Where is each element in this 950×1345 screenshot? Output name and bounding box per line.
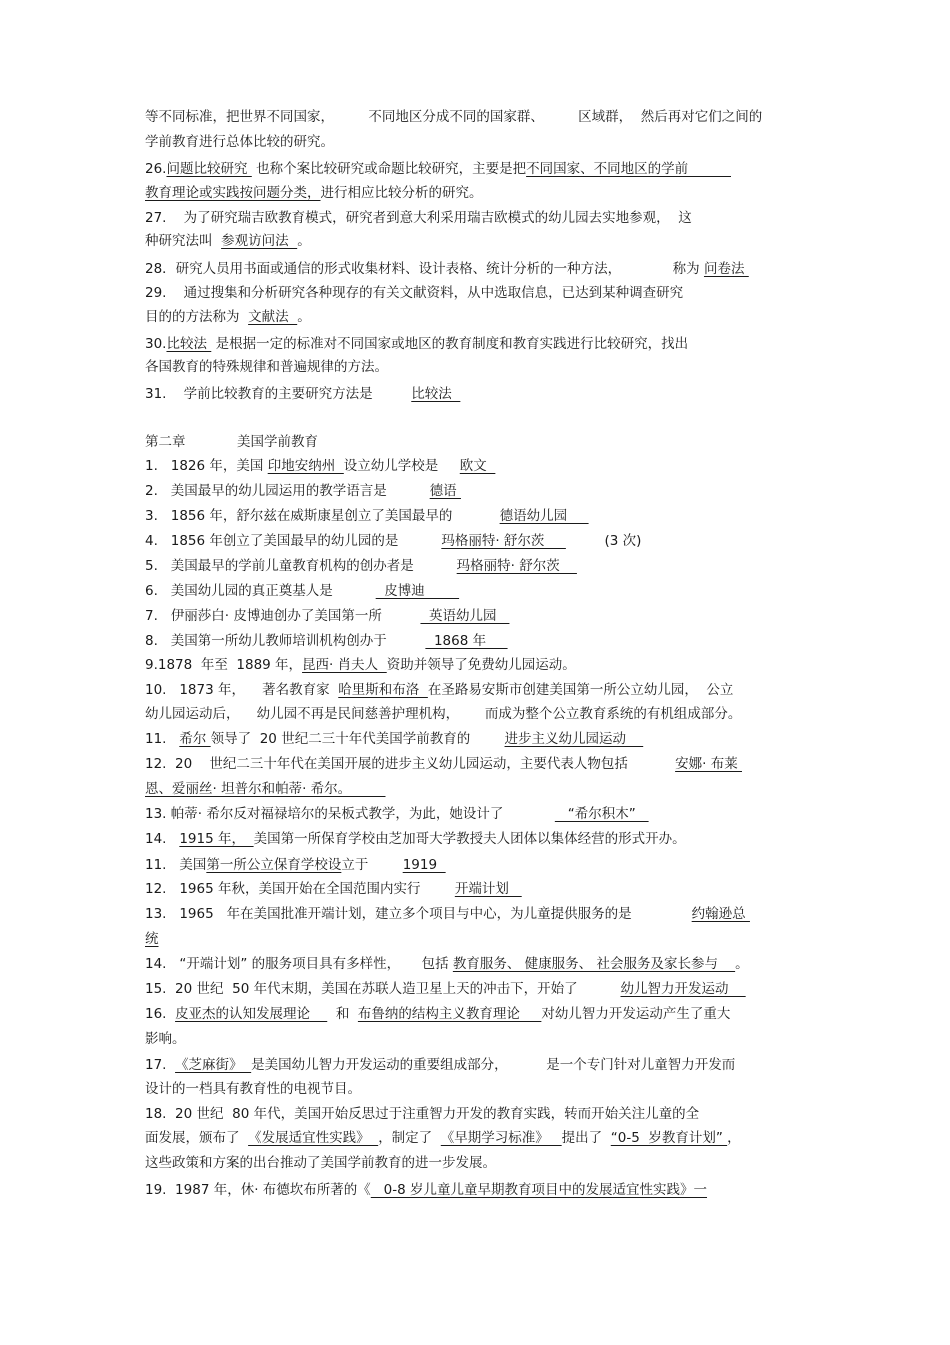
underlined-answer: 比较法 xyxy=(166,336,212,352)
text-segment: (3 次) xyxy=(565,533,642,549)
underlined-answer: 恩、爱丽丝· 坦普尔和帕蒂· 希尔。 xyxy=(145,781,386,797)
text-segment: 16. xyxy=(145,1006,176,1022)
text-segment: 设立幼儿学校是 xyxy=(343,458,460,474)
text-segment: 幼儿园运动后， 幼儿园不再是民间慈善护理机构， 而成为整个公立教育系统的有机组成部分。 xyxy=(145,706,742,722)
text-segment: 19. 1987 年，休· 布德坎布所著的《 xyxy=(145,1182,371,1198)
text-segment: 这些政策和方案的出台推动了美国学前教育的进一步发展。 xyxy=(145,1155,496,1171)
text-segment: 27. 为了研究瑞吉欧教育模式，研究者到意大利采用瑞吉欧模式的幼儿园去实地参观， 这 xyxy=(145,210,692,226)
underlined-answer: 昆西· 肖夫人 xyxy=(302,657,387,673)
text-segment: 6. 美国幼儿园的真正奠基人是 xyxy=(145,583,376,599)
underlined-answer: 哈里斯和布洛 xyxy=(338,682,428,698)
underlined-answer: 问题比较研究 xyxy=(166,161,252,177)
text-line xyxy=(145,803,810,825)
text-segment: 11. xyxy=(145,731,180,747)
underlined-answer: 安娜· 布莱 xyxy=(675,756,742,772)
underlined-answer: 教育服务、 健康服务、 社会服务及家长参与 xyxy=(452,956,736,972)
text-line xyxy=(145,455,810,477)
text-segment: 等不同标准，把世界不同国家， 不同地区分成不同的国家群、 区域群， 然后再对它们之间的 xyxy=(145,109,763,125)
underlined-answer: 0-8 岁儿童儿童早期教育项目中的发展适宜性实践》一 xyxy=(370,1182,708,1198)
text-line xyxy=(145,1078,810,1100)
text-line xyxy=(145,530,810,552)
underlined-answer: “希尔积木” xyxy=(554,806,649,822)
text-line xyxy=(145,480,810,502)
text-segment: 13. 1965 年在美国批准开端计划，建立多个项目与中心，为儿童提供服务的是 xyxy=(145,906,692,922)
underlined-answer: 欧文 xyxy=(459,458,496,474)
underlined-answer: 玛格丽特· 舒尔茨 xyxy=(456,558,577,574)
text-segment: 31. 学前比较教育的主要研究方法是 xyxy=(145,386,412,402)
text-segment: 是美国幼儿智力开发运动的重要组成部分， 是一个专门针对儿童智力开发而 xyxy=(251,1057,736,1073)
underlined-answer: 《早期学习标准》 xyxy=(440,1130,562,1146)
text-line xyxy=(145,728,810,750)
text-segment: 7. 伊丽莎白· 皮博迪创办了美国第一所 xyxy=(145,608,421,624)
text-line xyxy=(145,356,810,378)
underlined-answer: 进步主义幼儿园运动 xyxy=(504,731,644,747)
text-line xyxy=(145,131,810,153)
text-segment: 30. xyxy=(145,336,167,352)
text-line xyxy=(145,182,810,204)
underlined-answer: 德语幼儿园 xyxy=(499,508,589,524)
text-segment: 12. 20 世纪二三十年代在美国开展的进步主义幼儿园运动，主要代表人物包括 xyxy=(145,756,676,772)
text-segment: 提出了 xyxy=(561,1130,611,1146)
underlined-answer: 布鲁纳的结构主义教育理论 xyxy=(357,1006,542,1022)
text-line xyxy=(145,207,810,229)
text-line xyxy=(145,158,810,180)
underlined-answer: 教育理论或实践按问题分类， xyxy=(145,185,321,201)
underlined-answer: 印地安纳州 xyxy=(267,458,344,474)
text-line xyxy=(145,1103,810,1125)
underlined-answer: 不同国家、不同地区的学前 xyxy=(526,161,731,177)
underlined-answer: 幼儿智力开发运动 xyxy=(620,981,746,997)
text-line xyxy=(145,778,810,800)
text-segment: 26. xyxy=(145,161,167,177)
text-segment: 学前教育进行总体比较的研究。 xyxy=(145,134,334,150)
text-line xyxy=(145,1054,810,1076)
underlined-answer: 1915 年， xyxy=(179,831,254,847)
text-line xyxy=(145,106,810,128)
text-line xyxy=(145,1003,810,1025)
text-segment: 10. 1873 年， 著名教育家 xyxy=(145,682,339,698)
text-line xyxy=(145,753,810,775)
underlined-answer: 皮博迪 xyxy=(375,583,460,599)
underlined-answer: 《芝麻街》 xyxy=(175,1057,252,1073)
text-segment: 是根据一定的标准对不同国家或地区的教育制度和教育实践进行比较研究，找出 xyxy=(211,336,689,352)
text-line xyxy=(145,654,810,676)
text-segment: 领导了 20 世纪二三十年代美国学前教育的 xyxy=(210,731,505,747)
text-segment: 13. 帕蒂· 希尔反对福禄培尔的呆板式教学，为此，她设计了 xyxy=(145,806,555,822)
text-line xyxy=(145,505,810,527)
text-segment: 12. 1965 年秋，美国开始在全国范围内实行 xyxy=(145,881,455,897)
text-line xyxy=(145,383,810,405)
text-segment: 18. 20 世纪 80 年代，美国开始反思过于注重智力开发的教育实践，转而开始关注儿童的全 xyxy=(145,1106,700,1122)
underlined-answer: 希尔 xyxy=(179,731,211,747)
text-segment: 立于 xyxy=(341,857,403,873)
underlined-answer: 1868 年 xyxy=(425,633,508,649)
underlined-answer: 玛格丽特· 舒尔茨 xyxy=(441,533,566,549)
text-line xyxy=(145,1179,810,1201)
text-line xyxy=(145,605,810,627)
text-line xyxy=(145,878,810,900)
text-segment: 8. 美国第一所幼儿教师培训机构创办于 xyxy=(145,633,426,649)
text-segment: 1. 1826 年，美国 xyxy=(145,458,268,474)
text-segment: 28．研究人员用书面或通信的形式收集材料、设计表格、统计分析的一种方法， 称为 xyxy=(145,261,704,277)
text-line xyxy=(145,282,810,304)
underlined-answer: 第一所公立保育学校设 xyxy=(206,857,342,873)
text-line xyxy=(145,1028,810,1050)
text-line xyxy=(145,703,810,725)
text-segment: 种研究法叫 xyxy=(145,233,222,249)
underlined-answer: 文献法 xyxy=(248,309,298,325)
text-segment: 3. 1856 年，舒尔兹在威斯康星创立了美国最早的 xyxy=(145,508,500,524)
text-segment: 影响。 xyxy=(145,1031,186,1047)
underlined-answer: 开端计划 xyxy=(454,881,522,897)
text-segment: 对幼儿智力开发运动产生了重大 xyxy=(541,1006,731,1022)
text-segment: ，制定了 xyxy=(378,1130,441,1146)
underlined-answer: 约翰逊总 xyxy=(691,906,750,922)
text-segment: 各国教育的特殊规律和普遍规律的方法。 xyxy=(145,359,388,375)
text-segment: 美国第一所保育学校由芝加哥大学教授夫人团体以集体经营的形式开办。 xyxy=(253,831,686,847)
text-line xyxy=(145,828,810,850)
underlined-answer: 皮亚杰的认知发展理论 xyxy=(175,1006,328,1022)
text-line xyxy=(145,306,810,328)
text-segment: 2. 美国最早的幼儿园运用的教学语言是 xyxy=(145,483,430,499)
text-segment: 设计的一档具有教育性的电视节目。 xyxy=(145,1081,361,1097)
text-segment: 面发展，颁布了 xyxy=(145,1130,249,1146)
underlined-answer: 统 xyxy=(145,931,159,947)
text-segment: 5. 美国最早的学前儿童教育机构的创办者是 xyxy=(145,558,457,574)
text-line xyxy=(145,431,810,453)
text-segment: 。 xyxy=(735,956,749,972)
text-segment: 17. xyxy=(145,1057,176,1073)
text-line xyxy=(145,630,810,652)
text-segment: 资助并领导了免费幼儿园运动。 xyxy=(386,657,576,673)
underlined-answer: 德语 xyxy=(429,483,461,499)
text-segment: 也称个案比较研究或命题比较研究，主要是把 xyxy=(251,161,527,177)
text-line xyxy=(145,1127,810,1149)
text-line xyxy=(145,230,810,252)
text-segment: 14. “开端计划” 的服务项目具有多样性， 包括 xyxy=(145,956,453,972)
text-line xyxy=(145,679,810,701)
text-line xyxy=(145,903,810,925)
text-segment: 在圣路易安斯市创建美国第一所公立幼儿园， 公立 xyxy=(427,682,734,698)
text-segment: 目的的方法称为 xyxy=(145,309,249,325)
text-segment: 29. 通过搜集和分析研究各种现存的有关文献资料，从中选取信息，已达到某种调查研究 xyxy=(145,285,684,301)
underlined-answer: 《发展适宜性实践》 xyxy=(248,1130,379,1146)
text-segment: 9.1878 年至 1889 年， xyxy=(145,657,303,673)
text-segment: 11. 美国 xyxy=(145,857,207,873)
text-segment: 。 xyxy=(297,309,311,325)
underlined-answer: 参观访问法 xyxy=(221,233,298,249)
text-segment: 。 xyxy=(297,233,311,249)
underlined-answer: 英语幼儿园 xyxy=(420,608,510,624)
text-line xyxy=(145,953,810,975)
text-line xyxy=(145,258,810,280)
underlined-answer: “0-5 岁教育计划” xyxy=(610,1130,728,1146)
text-line xyxy=(145,333,810,355)
text-line xyxy=(145,580,810,602)
text-segment: ， xyxy=(727,1130,741,1146)
text-segment: 和 xyxy=(327,1006,358,1022)
underlined-answer: 比较法 xyxy=(411,386,461,402)
text-segment: 15. 20 世纪 50 年代末期，美国在苏联人造卫星上天的冲击下，开始了 xyxy=(145,981,621,997)
text-line xyxy=(145,854,810,876)
text-line xyxy=(145,1152,810,1174)
text-line xyxy=(145,978,810,1000)
text-segment: 进行相应比较分析的研究。 xyxy=(320,185,483,201)
text-segment: 4. 1856 年创立了美国最早的幼儿园的是 xyxy=(145,533,442,549)
underlined-answer: 1919 xyxy=(402,857,446,873)
underlined-answer: 问卷法 xyxy=(703,261,749,277)
text-segment: 第二章 美国学前教育 xyxy=(145,434,318,450)
text-segment: 14. xyxy=(145,831,180,847)
text-line xyxy=(145,928,810,950)
text-line xyxy=(145,555,810,577)
